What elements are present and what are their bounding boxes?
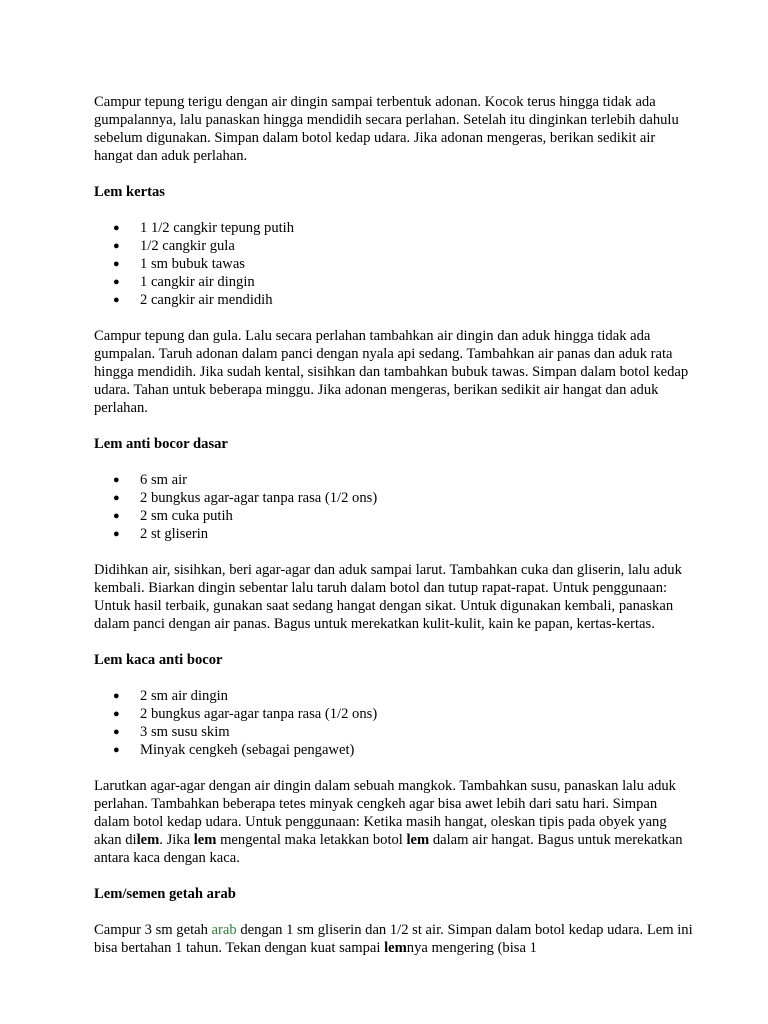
list-item: ● 2 sm air dingin <box>113 688 228 704</box>
bullet-icon: ● <box>113 726 120 738</box>
list-lem-anti-bocor-dasar <box>94 471 694 543</box>
paragraph-lem-semen-getah-arab: Campur 3 sm getah arab dengan 1 sm gliserin dan 1/2 st air. Simpan dalam botol kedap udara. Lem ini bisa bertahan 1 tahun. Tekan dengan kuat sampai lemnya mengering (bisa 1 <box>94 922 693 956</box>
document-content <box>94 93 694 957</box>
bullet-icon: ● <box>113 240 120 252</box>
list-item: ● 2 bungkus agar-agar tanpa rasa (1/2 ons) <box>113 490 378 506</box>
list-item: ● 2 bungkus agar-agar tanpa rasa (1/2 ons) <box>113 706 378 722</box>
bold-lem: lem <box>136 832 160 848</box>
bullet-icon: ● <box>113 474 120 486</box>
heading-lem-anti-bocor-dasar: Lem anti bocor dasar <box>94 436 228 452</box>
bullet-icon: ● <box>113 492 120 504</box>
bullet-icon: ● <box>113 510 120 522</box>
list-item: ● Minyak cengkeh (sebagai pengawet) <box>113 742 355 758</box>
list-item: ● 1/2 cangkir gula <box>113 238 235 254</box>
bullet-icon: ● <box>113 222 120 234</box>
bullet-icon: ● <box>113 528 120 540</box>
list-item: ● 2 cangkir air mendidih <box>113 292 273 308</box>
bullet-icon: ● <box>113 744 120 756</box>
bullet-icon: ● <box>113 294 120 306</box>
list-item: ● 1 1/2 cangkir tepung putih <box>113 220 295 236</box>
list-item: ● 1 sm bubuk tawas <box>113 256 245 272</box>
paragraph-lem-kaca-anti-bocor: Larutkan agar-agar dengan air dingin dalam sebuah mangkok. Tambahkan susu, panaskan lalu aduk perlahan. Tambahkan beberapa tetes minyak cengkeh agar bisa awet lebih dari satu hari. Simpan dalam botol kedap udara. Untuk penggunaan: Ketika masih hangat, oleskan tipis pada obyek yang akan dilem. Jika lem mengental maka letakkan botol lem dalam air hangat. Bagus untuk merekatkan antara kaca dengan kaca. <box>94 778 683 866</box>
heading-lem-kaca-anti-bocor: Lem kaca anti bocor <box>94 652 223 668</box>
bold-lem: lem <box>384 940 407 956</box>
list-lem-kertas <box>94 219 694 309</box>
paragraph-lem-kertas: Campur tepung dan gula. Lalu secara perlahan tambahkan air dingin dan aduk hingga tidak ada gumpalan. Taruh adonan dalam panci dengan nyala api sedang. Tambahkan air panas dan aduk rata hingga mendidih. Jika sudah kental, sisihkan dan tambahkan bubuk tawas. Simpan dalam botol kedap udara. Tahan untuk beberapa minggu. Jika adonan mengeras, berikan sedikit air hangat dan aduk perlahan. <box>94 328 689 416</box>
list-item: ● 1 cangkir air dingin <box>113 274 255 290</box>
arab-link[interactable]: arab <box>211 922 237 938</box>
bullet-icon: ● <box>113 276 120 288</box>
bullet-icon: ● <box>113 258 120 270</box>
bullet-icon: ● <box>113 690 120 702</box>
bold-lem: lem <box>406 832 430 848</box>
intro-paragraph: Campur tepung terigu dengan air dingin sampai terbentuk adonan. Kocok terus hingga tidak ada gumpalannya, lalu panaskan hingga mendidih secara perlahan. Setelah itu dinginkan terlebih dahulu sebelum digunakan. Simpan dalam botol kedap udara. Jika adonan mengeras, berikan sedikit air hangat dan aduk perlahan. <box>94 94 679 164</box>
list-item: ● 6 sm air <box>113 472 188 488</box>
list-item: ● 2 sm cuka putih <box>113 508 233 524</box>
list-item: ● 2 st gliserin <box>113 526 209 542</box>
paragraph-lem-anti-bocor-dasar: Didihkan air, sisihkan, beri agar-agar dan aduk sampai larut. Tambahkan cuka dan gliserin, lalu aduk kembali. Biarkan dingin sebentar lalu taruh dalam botol dan tutup rapat-rapat. Untuk penggunaan: Untuk hasil terbaik, gunakan saat sedang hangat dengan sikat. Untuk digunakan kembali, panaskan dalam panci dengan air panas. Bagus untuk merekatkan kulit-kulit, kain ke papan, kertas-kertas. <box>94 562 682 632</box>
bold-lem: lem <box>193 832 217 848</box>
list-item: ● 3 sm susu skim <box>113 724 230 740</box>
heading-lem-semen-getah-arab: Lem/semen getah arab <box>94 886 236 902</box>
list-lem-kaca-anti-bocor <box>94 687 694 759</box>
heading-lem-kertas: Lem kertas <box>94 184 165 200</box>
bullet-icon: ● <box>113 708 120 720</box>
